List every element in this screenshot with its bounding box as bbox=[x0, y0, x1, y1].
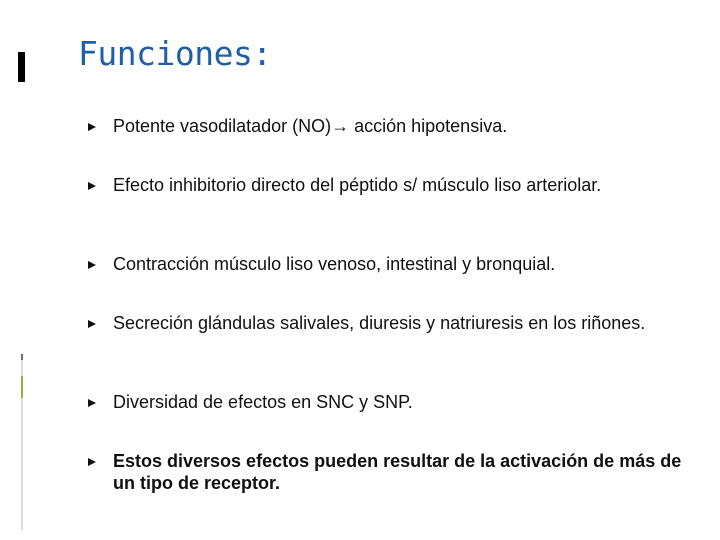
bullet-text: Potente vasodilatador (NO)→ acción hipotensiva. bbox=[113, 116, 508, 136]
bullet-marker-icon bbox=[88, 458, 96, 466]
bullet-marker-icon bbox=[88, 182, 96, 190]
bullet-text: Diversidad de efectos en SNC y SNP. bbox=[113, 392, 413, 412]
bullet-text: Secreción glándulas salivales, diuresis y natriuresis en los riñones. bbox=[113, 313, 646, 333]
bullet-marker-icon bbox=[88, 261, 96, 269]
bullet-text: Efecto inhibitorio directo del péptido s/ músculo liso arteriolar. bbox=[113, 175, 602, 195]
bullet-text: Contracción músculo liso venoso, intestinal y bronquial. bbox=[113, 254, 556, 274]
title-accent-bar bbox=[18, 52, 25, 82]
bullet-text: Estos diversos efectos pueden resultar de la activación de más de un tipo de receptor. bbox=[113, 451, 682, 493]
side-decor-line-green bbox=[21, 376, 23, 398]
bullet-marker-icon bbox=[88, 123, 96, 131]
side-decor-line-light-lower bbox=[21, 398, 23, 530]
side-decor-line-light bbox=[21, 360, 23, 376]
bullet-marker-icon bbox=[88, 399, 96, 407]
slide-title: Funciones: bbox=[78, 34, 272, 73]
bullet-marker-icon bbox=[88, 320, 96, 328]
